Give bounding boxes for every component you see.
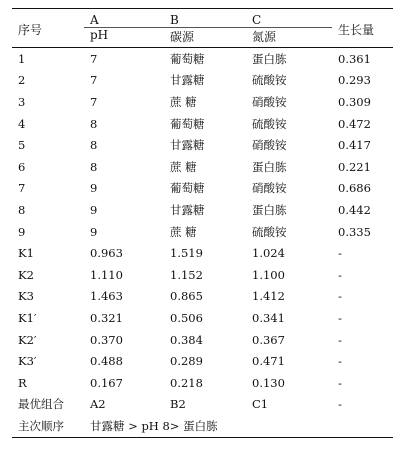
table-row	[12, 70, 393, 92]
header-factor-c-name: 氮源	[246, 28, 332, 48]
cell-index: K1′	[18, 310, 37, 325]
table-row	[12, 134, 393, 156]
cell-index: 8	[18, 202, 26, 217]
cell-factor-a: 9	[90, 181, 98, 196]
header-factor-b-name: 碳源	[164, 28, 246, 48]
cell-factor-a: 0.370	[90, 332, 123, 347]
table-row	[12, 48, 393, 70]
cell-factor-a: 9	[90, 202, 98, 217]
cell-factor-c: 硝酸铵	[252, 181, 287, 196]
cell-factor-b: 蔗 糖	[170, 224, 197, 239]
cell-index: 1	[18, 51, 26, 66]
cell-factor-a: 8	[90, 116, 98, 131]
cell-factor-c: 硫酸铵	[252, 73, 287, 88]
cell-growth: -	[338, 246, 342, 261]
table-row	[12, 264, 393, 286]
cell-factor-a: 0.488	[90, 354, 123, 369]
cell-factor-c: 1.412	[252, 289, 285, 304]
cell-index: 7	[18, 181, 26, 196]
cell-index: 6	[18, 159, 26, 174]
cell-growth: -	[338, 375, 342, 390]
cell-index: K2′	[18, 332, 37, 347]
table-row	[12, 221, 393, 243]
order-label: 主次顺序	[12, 415, 84, 437]
cell-growth: 0.472	[338, 116, 371, 131]
cell-factor-c: 1.100	[252, 267, 285, 282]
cell-growth: -	[338, 354, 342, 369]
cell-factor-c: 蛋白胨	[252, 202, 287, 217]
cell-factor-b: 0.506	[170, 310, 203, 325]
header-factor-c-letter: C	[246, 9, 332, 28]
table-row	[12, 372, 393, 394]
header-factor-a-letter: A	[84, 9, 164, 28]
cell-index: K3	[18, 289, 34, 304]
cell-factor-b: 蔗 糖	[170, 159, 197, 174]
cell-factor-a: 0.963	[90, 246, 123, 261]
table-body	[12, 48, 393, 438]
cell-factor-b: 甘露糖	[170, 73, 205, 88]
cell-factor-b: 葡萄糖	[170, 181, 205, 196]
cell-factor-a: 7	[90, 51, 98, 66]
cell-index: K3′	[18, 354, 37, 369]
cell-growth: 0.335	[338, 224, 371, 239]
cell-factor-a: 9	[90, 224, 98, 239]
cell-index: R	[18, 375, 27, 390]
cell-factor-c: 1.024	[252, 246, 285, 261]
orthogonal-test-table-container	[12, 8, 393, 438]
cell-index: 4	[18, 116, 26, 131]
cell-factor-a: 1.110	[90, 267, 123, 282]
cell-factor-a: 8	[90, 159, 98, 174]
cell-growth: -	[338, 332, 342, 347]
table-row-primary-secondary-order	[12, 415, 393, 437]
cell-factor-b: 葡萄糖	[170, 116, 205, 131]
cell-factor-c: 硫酸铵	[252, 116, 287, 131]
cell-index: 2	[18, 73, 26, 88]
cell-factor-b: 0.218	[170, 375, 203, 390]
cell-growth: 0.309	[338, 94, 371, 109]
orthogonal-test-table	[12, 8, 393, 438]
cell-factor-a: 7	[90, 73, 98, 88]
cell-growth: -	[338, 397, 342, 412]
cell-factor-c: 蛋白胨	[252, 51, 287, 66]
table-row	[12, 394, 393, 416]
cell-factor-b: 0.865	[170, 289, 203, 304]
cell-factor-c: 0.471	[252, 354, 285, 369]
table-row	[12, 91, 393, 113]
cell-index: 5	[18, 138, 26, 153]
order-value: 甘露糖 > pH 8> 蛋白胨	[84, 415, 393, 437]
cell-growth: -	[338, 310, 342, 325]
cell-factor-c: 蛋白胨	[252, 159, 287, 174]
cell-growth: 0.417	[338, 138, 371, 153]
cell-growth: -	[338, 289, 342, 304]
cell-index: 最优组合	[18, 397, 64, 412]
table-row	[12, 329, 393, 351]
cell-factor-a: 0.167	[90, 375, 123, 390]
cell-factor-b: 0.289	[170, 354, 203, 369]
cell-factor-a: 0.321	[90, 310, 123, 325]
cell-factor-c: 0.130	[252, 375, 285, 390]
table-row	[12, 178, 393, 200]
cell-index: K1	[18, 246, 34, 261]
cell-growth: -	[338, 267, 342, 282]
table-row	[12, 113, 393, 135]
header-index: 序号	[12, 9, 84, 48]
cell-growth: 0.361	[338, 51, 371, 66]
cell-factor-b: 蔗 糖	[170, 94, 197, 109]
cell-factor-a: A2	[90, 397, 106, 412]
cell-factor-c: C1	[252, 397, 269, 412]
cell-factor-c: 硫酸铵	[252, 224, 287, 239]
header-row-letters	[12, 9, 393, 28]
cell-factor-b: 甘露糖	[170, 138, 205, 153]
table-row	[12, 350, 393, 372]
cell-factor-c: 0.341	[252, 310, 285, 325]
cell-factor-c: 硝酸铵	[252, 94, 287, 109]
cell-factor-a: 7	[90, 94, 98, 109]
cell-index: 3	[18, 94, 26, 109]
header-factor-a-name: pH	[84, 28, 164, 48]
table-row	[12, 199, 393, 221]
cell-growth: 0.293	[338, 73, 371, 88]
cell-index: 9	[18, 224, 26, 239]
cell-factor-a: 8	[90, 138, 98, 153]
cell-factor-a: 1.463	[90, 289, 123, 304]
table-row	[12, 286, 393, 308]
cell-index: K2	[18, 267, 34, 282]
header-factor-b-letter: B	[164, 9, 246, 28]
table-row	[12, 242, 393, 264]
cell-factor-c: 硝酸铵	[252, 138, 287, 153]
table-row	[12, 156, 393, 178]
cell-factor-b: 葡萄糖	[170, 51, 205, 66]
cell-factor-b: 1.519	[170, 246, 203, 261]
cell-factor-b: B2	[170, 397, 186, 412]
table-row	[12, 307, 393, 329]
header-growth: 生长量	[332, 9, 393, 48]
cell-growth: 0.686	[338, 181, 371, 196]
cell-growth: 0.442	[338, 202, 371, 217]
cell-factor-b: 甘露糖	[170, 202, 205, 217]
cell-growth: 0.221	[338, 159, 371, 174]
cell-factor-c: 0.367	[252, 332, 285, 347]
cell-factor-b: 1.152	[170, 267, 203, 282]
cell-factor-b: 0.384	[170, 332, 203, 347]
